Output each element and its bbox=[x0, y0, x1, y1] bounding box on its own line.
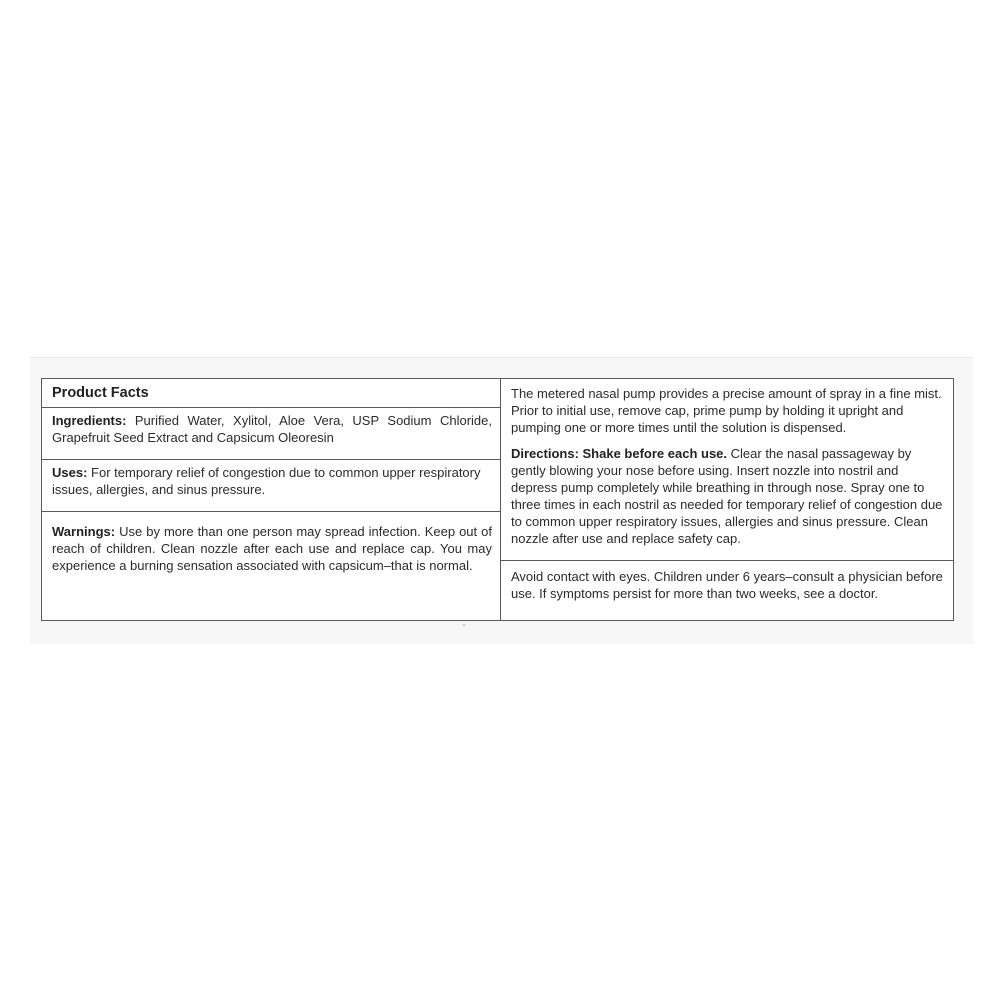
uses-heading: Uses: bbox=[52, 465, 88, 480]
ingredients-text: Purified Water, Xylitol, Aloe Vera, USP Sodium Chloride, Grapefruit Seed Extract and Capsicum Oleoresin bbox=[52, 413, 492, 445]
ingredients-section bbox=[42, 408, 500, 460]
product-facts-title: Product Facts bbox=[42, 379, 500, 408]
directions-text: Clear the nasal passageway by gently blowing your nose before using. Insert nozzle into nostril and depress pump completely while breathing in through nose. Spray one to three times in each nostril as needed for temporary relief of congestion due to common upper respiratory issues, allergies and sinus pressure. Clean nozzle after use and replace safety cap. bbox=[511, 446, 943, 546]
directions-heading: Directions: Shake before each use. bbox=[511, 446, 728, 461]
print-speck bbox=[463, 624, 465, 626]
directions-column bbox=[501, 379, 953, 620]
uses-text: For temporary relief of congestion due to common upper respiratory issues, allergies, and sinus pressure. bbox=[52, 465, 481, 497]
warnings-section bbox=[42, 512, 500, 620]
uses-paragraph bbox=[52, 464, 492, 498]
directions-section bbox=[501, 439, 953, 561]
ingredients-paragraph bbox=[52, 412, 492, 446]
pump-info-section bbox=[501, 379, 953, 439]
caution-text: Avoid contact with eyes. Children under 6 years–consult a physician before use. If symptoms persist for more than two weeks, see a doctor. bbox=[511, 569, 943, 601]
pump-info-text: The metered nasal pump provides a precise amount of spray in a fine mist. Prior to initial use, remove cap, prime pump by holding it upright and pumping one or more times until the solution is dispensed. bbox=[511, 386, 942, 435]
uses-section bbox=[42, 460, 500, 512]
warnings-paragraph bbox=[52, 523, 492, 574]
warnings-text: Use by more than one person may spread infection. Keep out of reach of children. Clean nozzle after each use and replace cap. You may experience a burning sensation associated with capsicum–that is normal. bbox=[52, 524, 492, 573]
ingredients-heading: Ingredients: bbox=[52, 413, 127, 428]
warnings-heading: Warnings: bbox=[52, 524, 116, 539]
product-facts-column bbox=[42, 379, 501, 620]
caution-section bbox=[501, 561, 953, 620]
directions-paragraph bbox=[511, 445, 945, 547]
product-label bbox=[41, 378, 954, 621]
